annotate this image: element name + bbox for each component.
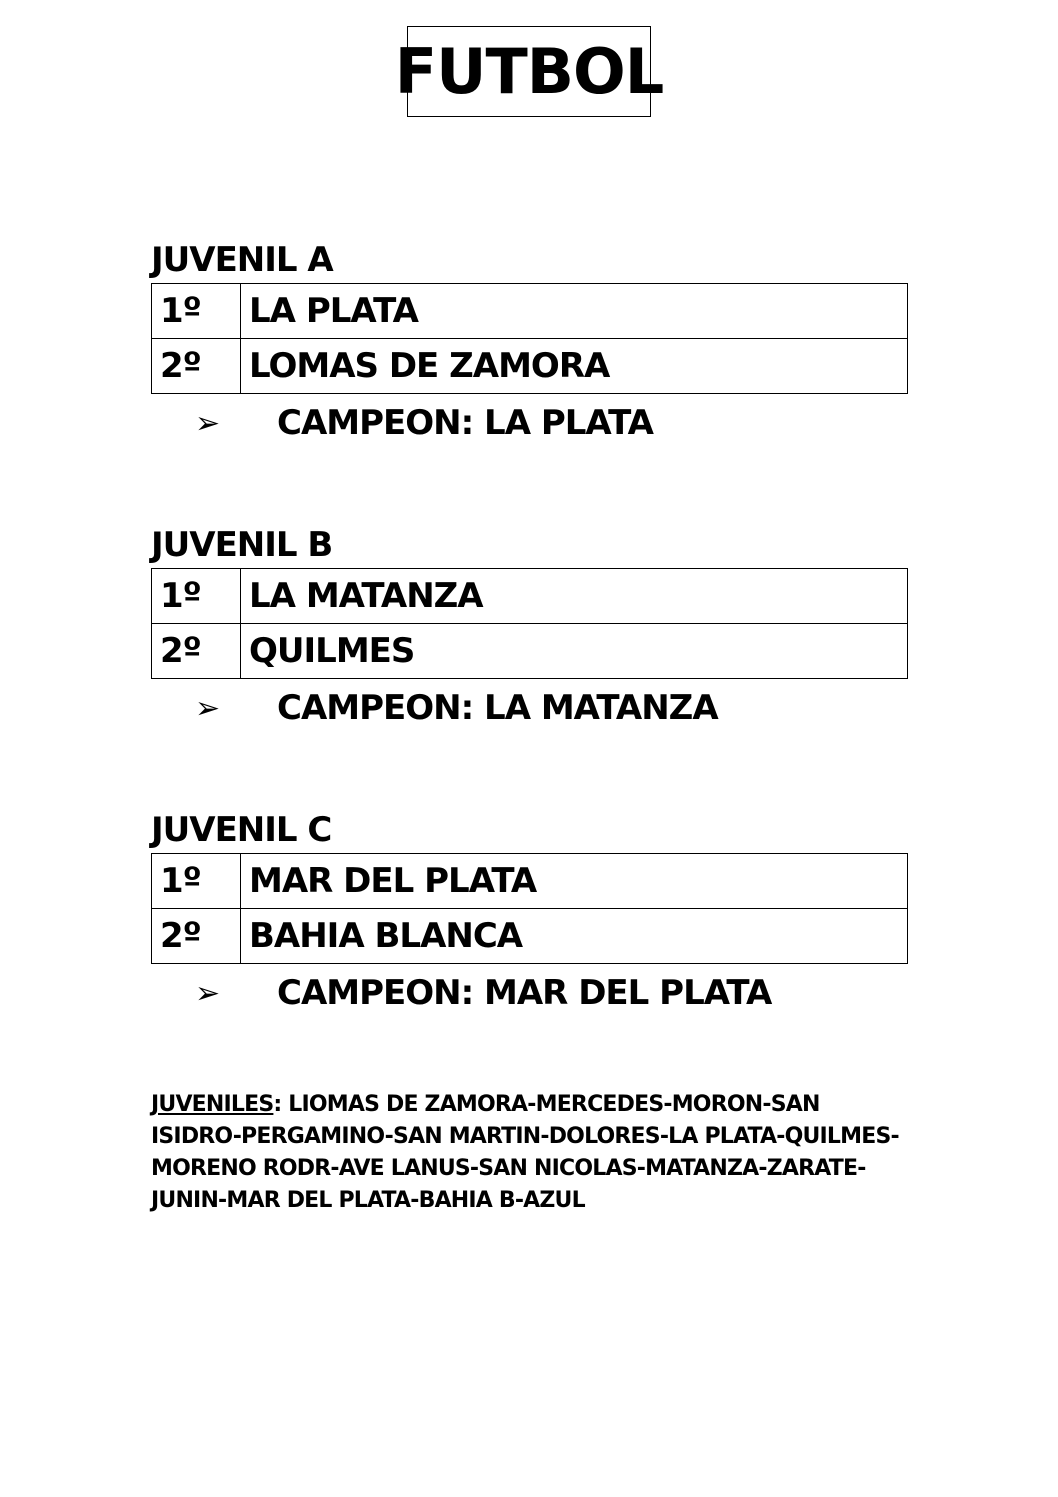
position-cell: 1º (152, 854, 241, 909)
juveniles-list (151, 1089, 911, 1217)
position-cell: 2º (152, 339, 241, 394)
arrow-bullet-icon: ➢ (195, 975, 221, 1011)
section-heading: JUVENIL A (151, 240, 333, 280)
page-title: FUTBOL (394, 34, 664, 108)
champion-text: CAMPEON: LA PLATA (277, 403, 653, 443)
juveniles-label: JUVENILES (151, 1092, 274, 1117)
position-cell: 1º (152, 284, 241, 339)
table-row (152, 909, 908, 964)
champion-text: CAMPEON: MAR DEL PLATA (277, 973, 772, 1013)
team-cell: QUILMES (241, 624, 908, 679)
section-heading: JUVENIL C (151, 810, 332, 850)
section-heading: JUVENIL B (151, 525, 333, 565)
champion-line (195, 679, 908, 737)
table-row (152, 339, 908, 394)
team-cell: MAR DEL PLATA (241, 854, 908, 909)
arrow-bullet-icon: ➢ (195, 405, 221, 441)
table-row (152, 569, 908, 624)
title-box (394, 26, 664, 117)
juveniles-text: LIOMAS DE ZAMORA-MERCEDES-MORON-SAN ISIDRO-PERGAMINO-SAN MARTIN-DOLORES-LA PLATA-QUILMES-MORENO RODR-AVE LANUS-SAN NICOLAS-MATANZA-ZARATE-JUNIN-MAR DEL PLATA-BAHIA B-AZUL (151, 1092, 899, 1213)
section-juvenil-b (151, 525, 908, 737)
champion-line (195, 964, 908, 1022)
champion-line (195, 394, 908, 452)
position-cell: 1º (152, 569, 241, 624)
team-cell: LOMAS DE ZAMORA (241, 339, 908, 394)
position-cell: 2º (152, 909, 241, 964)
arrow-bullet-icon: ➢ (195, 690, 221, 726)
champion-text: CAMPEON: LA MATANZA (277, 688, 718, 728)
position-cell: 2º (152, 624, 241, 679)
table-row (152, 624, 908, 679)
results-table (151, 283, 908, 394)
juveniles-separator: : (273, 1092, 282, 1117)
table-row (152, 284, 908, 339)
results-table (151, 568, 908, 679)
results-table (151, 853, 908, 964)
team-cell: LA MATANZA (241, 569, 908, 624)
section-juvenil-c (151, 810, 908, 1022)
table-row (152, 854, 908, 909)
team-cell: BAHIA BLANCA (241, 909, 908, 964)
team-cell: LA PLATA (241, 284, 908, 339)
section-juvenil-a (151, 240, 908, 452)
